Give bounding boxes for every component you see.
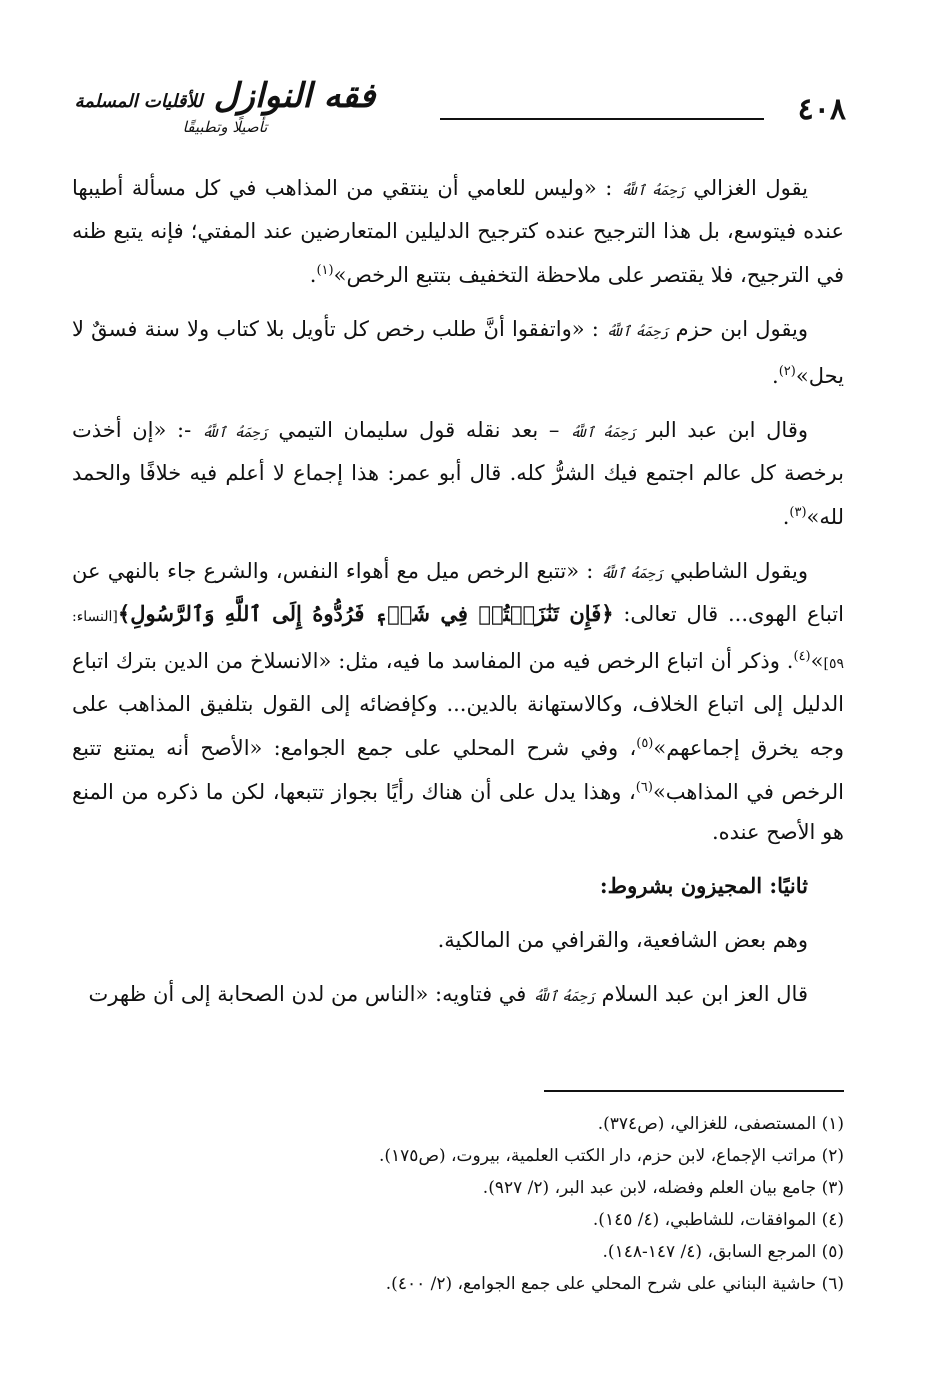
- paragraph-ibn-abd-al-barr: وقال ابن عبد البر رَحِمَهُ ٱللَّهُ – بعد نقله قول سليمان التيمي رَحِمَهُ ٱللَّهُ -: «إن أخذت برخصة كل عالم اجتمع فيك الشرُّ كله. قال أبو عمر: هذا إجماع لا أعلم فيه خلافًا والحمد لله»$^{(٣)}$.: [72, 418, 844, 529]
- section-heading: ثانيًا: المجيزون بشروط:: [599, 873, 808, 898]
- footnote-item: (٥) المرجع السابق، (٤/ ١٤٧-١٤٨).: [602, 1242, 844, 1262]
- footnote-ref[interactable]: (٤): [793, 649, 811, 664]
- paragraph-shafii-qarafi: وهم بعض الشافعية، والقرافي من المالكية.: [437, 928, 808, 952]
- footnotes: [72, 1108, 844, 1300]
- footnote-item: (٣) جامع بيان العلم وفضله، لابن عبد البر، (٢/ ٩٢٧).: [482, 1178, 844, 1198]
- footnote-separator: [544, 1090, 844, 1092]
- book-title: [60, 74, 390, 136]
- footnote-ref[interactable]: (٥): [636, 736, 654, 751]
- footnote-item: (٤) الموافقات، للشاطبي، (٤/ ١٤٥).: [592, 1210, 844, 1230]
- page-header: [60, 70, 846, 150]
- honorific-glyph: رَحِمَهُ ٱللَّهُ: [620, 183, 685, 199]
- paragraph-izz: قال العز ابن عبد السلام رَحِمَهُ ٱللَّهُ في فتاويه: «الناس من لدن الصحابة إلى أن ظهرت: [88, 982, 808, 1006]
- main-text: [72, 168, 844, 1031]
- page-number: ٤٠٨: [797, 92, 846, 127]
- footnote-ref[interactable]: (٦): [635, 780, 653, 795]
- paragraph-ibn-hazm: ويقول ابن حزم رَحِمَهُ ٱللَّهُ : «واتفقوا أنَّ طلب رخص كل تأويل بلا كتاب ولا سنة فسقٌ لا يحل»$^{(٢)}$.: [72, 317, 844, 388]
- book-title-sub: للأقليات المسلمة: [74, 91, 203, 112]
- footnote-ref[interactable]: (٢): [778, 364, 796, 379]
- honorific-glyph: رَحِمَهُ ٱللَّهُ: [201, 425, 268, 441]
- footnote-item: (٦) حاشية البناني على شرح المحلي على جمع الجوامع، (٢/ ٤٠٠).: [385, 1274, 844, 1294]
- footnote-ref[interactable]: (١): [316, 263, 334, 278]
- footnote-item: (١) المستصفى، للغزالي، (ص٣٧٤).: [597, 1114, 844, 1134]
- quran-reference: [النساء: ٥٩]: [72, 609, 844, 672]
- paragraph-shatibi: ويقول الشاطبي رَحِمَهُ ٱللَّهُ : «تتبع الرخص ميل مع أهواء النفس، والشرع جاء بالنهي عن اتباع الهوى... قال تعالى: ﴿فَإِن تَنَٰزَعۡتُمۡ فِي شَيۡءٖ فَرُدُّوهُ إِلَى ٱللَّهِ وَٱلرَّسُولِ﴾[النساء: ٥٩]»$^{(٤)}$. وذكر أن اتباع الرخص فيه من المفاسد ما فيه، مثل: «الانسلاخ من الدين بترك اتباع الدليل إلى اتباع الخلاف، وكالاستهانة بالدين... وكإفضائه إلى القول بتلفيق المذاهب على وجه يخرق إجماعهم»$^{(٥)}$، وفي شرح المحلي على جمع الجوامع: «الأصح أنه يمتنع تتبع الرخص في المذاهب»$^{(٦)}$، وهذا يدل على أن هناك رأيًا بجواز تتبعها، لكن ما ذكره من المنع هو الأصح عنده.: [72, 559, 845, 844]
- honorific-glyph: رَحِمَهُ ٱللَّهُ: [533, 989, 595, 1005]
- header-rule: [440, 118, 764, 120]
- book-title-tagline: تأصيلًا وتطبيقًا: [182, 118, 268, 136]
- footnote-item: (٢) مراتب الإجماع، لابن حزم، دار الكتب العلمية، بيروت، (ص١٧٥).: [378, 1146, 844, 1166]
- honorific-glyph: رَحِمَهُ ٱللَّهُ: [600, 566, 663, 582]
- footnote-ref[interactable]: (٣): [789, 505, 807, 520]
- honorific-glyph: رَحِمَهُ ٱللَّهُ: [569, 425, 636, 441]
- paragraph-ghazali: يقول الغزالي رَحِمَهُ ٱللَّهُ : «وليس للعامي أن ينتقي من المذاهب في كل مسألة أطيبها عنده فيتوسع، بل هذا الترجيح عنده كترجيح الدليلين المتعارضين عند المفتي؛ فإنه يتبع ظنه في الترجيح، فلا يقتصر على ملاحظة التخفيف بتتبع الرخص»$^{(١)}$.: [72, 176, 844, 287]
- quran-verse: ﴿فَإِن تَنَٰزَعۡتُمۡ فِي شَيۡءٖ فَرُدُّوهُ إِلَى ٱللَّهِ وَٱلرَّسُولِ﴾: [117, 601, 614, 626]
- honorific-glyph: رَحِمَهُ ٱللَّهُ: [606, 324, 669, 340]
- book-title-main: فقه النوازل: [213, 76, 376, 116]
